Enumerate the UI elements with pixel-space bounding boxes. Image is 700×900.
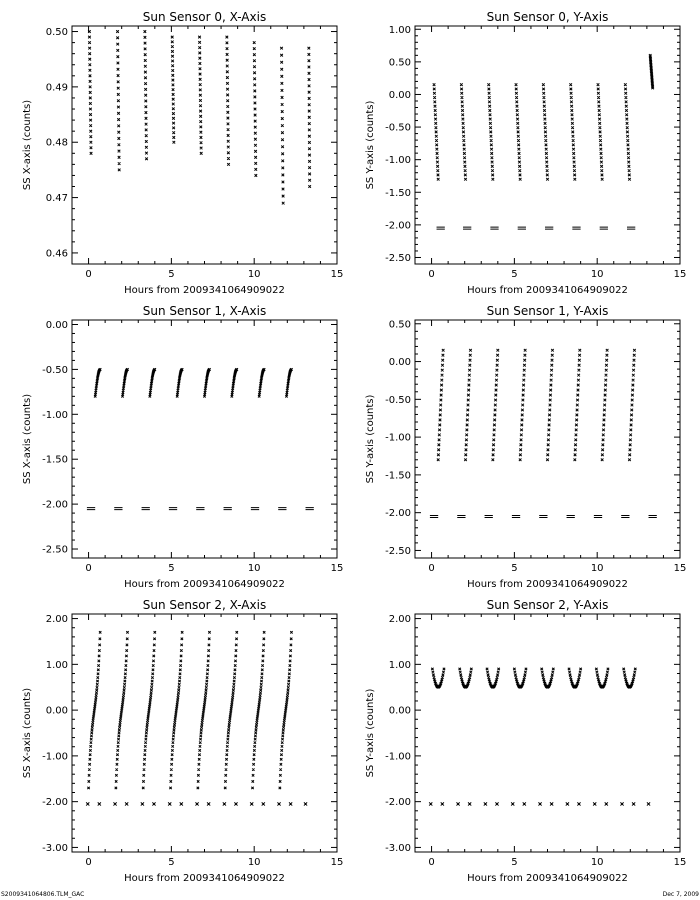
chart-panel-1 [22, 10, 343, 296]
data-series-orbit-pass-1 [431, 668, 445, 689]
y-tick-label: 0.00 [388, 705, 411, 717]
y-axis-label: SS X-axis (counts) [22, 687, 33, 779]
y-tick-label: 0.00 [388, 357, 411, 369]
y-tick-label: 0.00 [45, 319, 68, 331]
y-axis-label: SS X-axis (counts) [22, 393, 33, 485]
y-axis-label: SS Y-axis (counts) [365, 100, 376, 190]
data-series-orbit-pass-4 [176, 368, 183, 397]
data-series-orbit-pass-8 [285, 368, 292, 397]
y-tick-label: -2.00 [42, 797, 68, 809]
data-series-orbit-pass-4 [519, 349, 527, 461]
data-series-orbit-pass-2 [115, 631, 129, 789]
data-series-orbit-pass-6 [224, 631, 238, 789]
data-series-orbit-pass-2 [459, 668, 473, 689]
y-tick-label: 0.49 [45, 82, 68, 94]
x-tick-label: 5 [511, 857, 518, 868]
x-tick-label: 10 [590, 269, 604, 280]
y-tick-label: -2.50 [42, 544, 68, 556]
chart-title: Sun Sensor 2, X-Axis [142, 598, 267, 612]
x-tick-label: 0 [85, 269, 92, 280]
y-tick-label: 0.00 [45, 705, 68, 717]
chart-title: Sun Sensor 0, X-Axis [142, 10, 267, 24]
y-tick-label: -0.50 [42, 364, 68, 376]
data-series-orbit-pass-3 [487, 83, 494, 180]
x-tick-label: 10 [590, 857, 604, 868]
data-series-orbit-pass-6 [231, 368, 238, 397]
x-axis-label: Hours from 2009341064909022 [124, 873, 285, 884]
y-tick-label: -1.50 [385, 187, 411, 199]
y-tick-label: -2.50 [385, 252, 411, 264]
x-tick-label: 0 [428, 857, 435, 868]
data-series-orbit-pass-2 [464, 349, 472, 461]
data-series-orbit-pass-8 [622, 668, 636, 689]
data-series-eclipse-fill [437, 227, 636, 229]
data-series-orbit-pass-6 [569, 83, 576, 180]
data-series-orbit-pass-8 [624, 83, 631, 180]
data-series-orbit-pass-7 [251, 631, 265, 789]
data-series-orbit-pass-5 [197, 631, 211, 789]
data-series-orbit-pass-7 [597, 83, 604, 180]
data-series-orbit-pass-1 [87, 631, 101, 789]
chart-panel-3 [22, 304, 343, 590]
plot-frame [72, 26, 337, 264]
x-tick-label: 15 [673, 269, 687, 280]
x-tick-label: 5 [168, 857, 175, 868]
data-series-orbit-pass-8 [280, 47, 284, 205]
y-tick-label: 0.50 [388, 319, 411, 331]
data-series-orbit-pass-1 [437, 349, 445, 461]
y-tick-label: -3.00 [42, 842, 68, 854]
y-tick-label: -3.00 [385, 842, 411, 854]
data-series-orbit-pass-5 [198, 36, 202, 155]
y-tick-label: 0.00 [388, 89, 411, 101]
x-tick-label: 10 [247, 269, 261, 280]
x-tick-label: 0 [85, 857, 92, 868]
x-axis-label: Hours from 2009341064909022 [467, 873, 628, 884]
y-tick-label: -1.00 [385, 751, 411, 763]
y-tick-label: -1.00 [385, 155, 411, 167]
x-tick-label: 5 [168, 563, 175, 574]
data-series-orbit-pass-8 [628, 349, 636, 461]
data-series-orbit-pass-3 [486, 668, 500, 689]
data-series-orbit-pass-5 [541, 668, 555, 689]
x-tick-label: 15 [673, 857, 687, 868]
x-tick-label: 15 [330, 563, 344, 574]
x-axis-label: Hours from 200934106490902​2 [124, 285, 285, 296]
y-axis-label: SS Y-axis (counts) [365, 394, 376, 484]
data-series-orbit-pass-6 [568, 668, 582, 689]
y-tick-label: -2.00 [385, 508, 411, 520]
data-series-orbit-pass-1 [433, 83, 440, 180]
y-tick-label: -1.50 [385, 470, 411, 482]
plot-frame [72, 614, 337, 852]
y-tick-label: 1.00 [45, 659, 68, 671]
x-tick-label: 5 [168, 269, 175, 280]
y-tick-label: 2.00 [388, 614, 411, 626]
data-series-orbit-pass-9 [308, 47, 311, 188]
footer-filename: S2009341064806.TLM_GAC [1, 891, 85, 898]
data-series-orbit-pass-8 [279, 631, 293, 789]
plot-frame [415, 614, 680, 852]
y-tick-label: -0.50 [385, 394, 411, 406]
data-series-orbit-pass-2 [121, 368, 128, 397]
data-series-orbit-pass-7 [253, 41, 257, 176]
x-tick-label: 15 [330, 857, 344, 868]
x-axis-label: Hours from 2009341064909022 [467, 579, 628, 590]
y-tick-label: 1.00 [388, 659, 411, 671]
plot-frame [415, 26, 680, 264]
chart-title: Sun Sensor 1, Y-Axis [486, 304, 609, 318]
data-series-orbit-pass-5 [546, 349, 554, 461]
data-series-orbit-pass-3 [144, 30, 148, 160]
y-tick-label: -0.50 [385, 122, 411, 134]
y-tick-label: 0.50 [45, 27, 68, 39]
data-series-eclipse-fill [429, 802, 650, 805]
y-tick-label: -2.00 [385, 797, 411, 809]
chart-panel-4 [365, 304, 686, 590]
data-series-orbit-pass-4 [171, 36, 175, 144]
y-tick-label: -1.00 [42, 409, 68, 421]
plot-frame [72, 320, 337, 558]
chart-title: Sun Sensor 0, Y-Axis [486, 10, 609, 24]
chart-title: Sun Sensor 2, Y-Axis [486, 598, 609, 612]
data-series-eclipse-fill [86, 802, 307, 805]
data-series-eclipse-fill [87, 508, 314, 510]
data-series-orbit-pass-4 [515, 83, 522, 180]
footer-date: Dec 7, 2009 [662, 891, 699, 898]
x-axis-label: Hours from 2009341064909022 [467, 285, 628, 296]
y-tick-label: 0.46 [45, 248, 68, 260]
y-axis-label: SS X-axis (counts) [22, 99, 33, 191]
x-axis-label: Hours from 2009341064909022 [124, 579, 285, 590]
data-series-orbit-pass-4 [513, 668, 527, 689]
y-tick-label: 0.47 [45, 193, 68, 205]
x-tick-label: 15 [673, 563, 687, 574]
data-series-orbit-pass-7 [601, 349, 609, 461]
chart-title: Sun Sensor 1, X-Axis [142, 304, 267, 318]
data-series-orbit-pass-7 [595, 668, 609, 689]
data-series-orbit-pass-1 [94, 368, 101, 397]
data-series-orbit-pass-3 [492, 349, 500, 461]
y-tick-label: -2.00 [42, 499, 68, 511]
x-tick-label: 15 [330, 269, 344, 280]
y-tick-label: 0.50 [388, 57, 411, 69]
data-series-orbit-pass-7 [258, 368, 265, 397]
chart-panel-2 [365, 10, 686, 296]
x-tick-label: 5 [511, 563, 518, 574]
x-tick-label: 0 [428, 269, 435, 280]
data-series-orbit-pass-9 [649, 54, 654, 89]
data-series-orbit-pass-1 [88, 30, 92, 154]
y-tick-label: -2.00 [385, 220, 411, 232]
chart-panel-5 [22, 598, 343, 884]
x-tick-label: 5 [511, 269, 518, 280]
x-tick-label: 0 [428, 563, 435, 574]
x-tick-label: 10 [247, 857, 261, 868]
y-tick-label: -1.50 [42, 454, 68, 466]
data-series-orbit-pass-6 [226, 36, 230, 166]
y-tick-label: 1.00 [388, 24, 411, 36]
y-tick-label: 2.00 [45, 614, 68, 626]
x-tick-label: 10 [247, 563, 261, 574]
y-tick-label: -1.00 [42, 751, 68, 763]
data-series-orbit-pass-3 [149, 368, 156, 397]
data-series-orbit-pass-6 [574, 349, 582, 461]
data-series-orbit-pass-2 [460, 83, 467, 180]
chart-panel-6 [365, 598, 686, 884]
y-tick-label: -2.50 [385, 545, 411, 557]
data-series-orbit-pass-5 [203, 368, 210, 397]
y-axis-label: SS Y-axis (counts) [365, 688, 376, 778]
data-series-orbit-pass-5 [542, 83, 549, 180]
x-tick-label: 0 [85, 563, 92, 574]
y-tick-label: -1.00 [385, 432, 411, 444]
data-series-orbit-pass-2 [116, 30, 120, 171]
data-series-orbit-pass-3 [142, 631, 156, 789]
x-tick-label: 10 [590, 563, 604, 574]
data-series-orbit-pass-4 [169, 631, 183, 789]
data-series-eclipse-fill [430, 515, 657, 517]
y-tick-label: 0.48 [45, 137, 68, 149]
